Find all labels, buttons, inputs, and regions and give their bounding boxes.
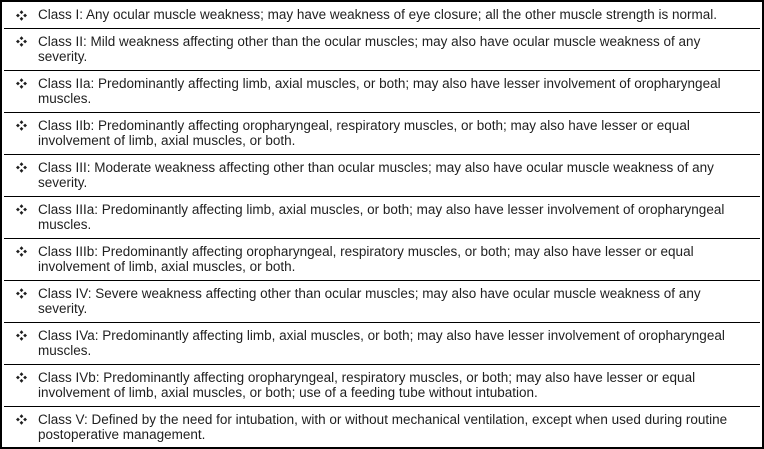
four-diamond-bullet-icon [4,412,38,426]
table-row [4,112,760,154]
row-text: Class IIa: Predominantly affecting limb, axial muscles, or both; may also have lesser involvement of oropharyngeal muscles. [38,75,721,106]
table-row [4,280,760,322]
table-row [4,406,760,448]
four-diamond-bullet-icon [4,118,38,132]
table-row [4,196,760,238]
row-text: Class IV: Severe weakness affecting other than ocular muscles; may also have ocular muscle weakness of any severity. [38,285,701,316]
four-diamond-bullet-icon [4,286,38,300]
row-text: Class I: Any ocular muscle weakness; may have weakness of eye closure; all the other muscle strength is normal. [38,7,718,22]
row-text: Class V: Defined by the need for intubation, with or without mechanical ventilation, except when used during routine postoperative management. [38,411,728,442]
row-text: Class II: Mild weakness affecting other than the ocular muscles; may also have ocular muscle weakness of any severity. [38,33,701,64]
table-row [4,154,760,196]
table-row [4,238,760,280]
table-row [4,2,760,28]
row-text: Class IIb: Predominantly affecting oropharyngeal, respiratory muscles, or both; may also have lesser or equal involvement of limb, axial muscles, or both. [38,117,690,148]
row-text: Class IVb: Predominantly affecting oropharyngeal, respiratory muscles, or both; may also have lesser or equal involvement of limb, axial muscles, or both; use of a feeding tube without intubation. [38,369,696,400]
table-row [4,322,760,364]
four-diamond-bullet-icon [4,34,38,48]
table-row [4,70,760,112]
four-diamond-bullet-icon [4,76,38,90]
row-text: Class IVa: Predominantly affecting limb, axial muscles, or both; may also have lesser involvement of oropharyngeal muscles. [38,327,725,358]
row-text: Class III: Moderate weakness affecting other than ocular muscles; may also have ocular muscle weakness of any severity. [38,159,714,190]
row-text: Class IIIa: Predominantly affecting limb, axial muscles, or both; may also have lesser involvement of oropharyngeal muscles. [38,201,725,232]
table-row [4,28,760,70]
four-diamond-bullet-icon [4,328,38,342]
row-text: Class IIIb: Predominantly affecting oropharyngeal, respiratory muscles, or both; may also have lesser or equal involvement of limb, axial muscles, or both. [38,243,694,274]
four-diamond-bullet-icon [4,370,38,384]
four-diamond-bullet-icon [4,202,38,216]
table-row [4,364,760,406]
four-diamond-bullet-icon [4,244,38,258]
four-diamond-bullet-icon [4,160,38,174]
four-diamond-bullet-icon [4,7,38,21]
